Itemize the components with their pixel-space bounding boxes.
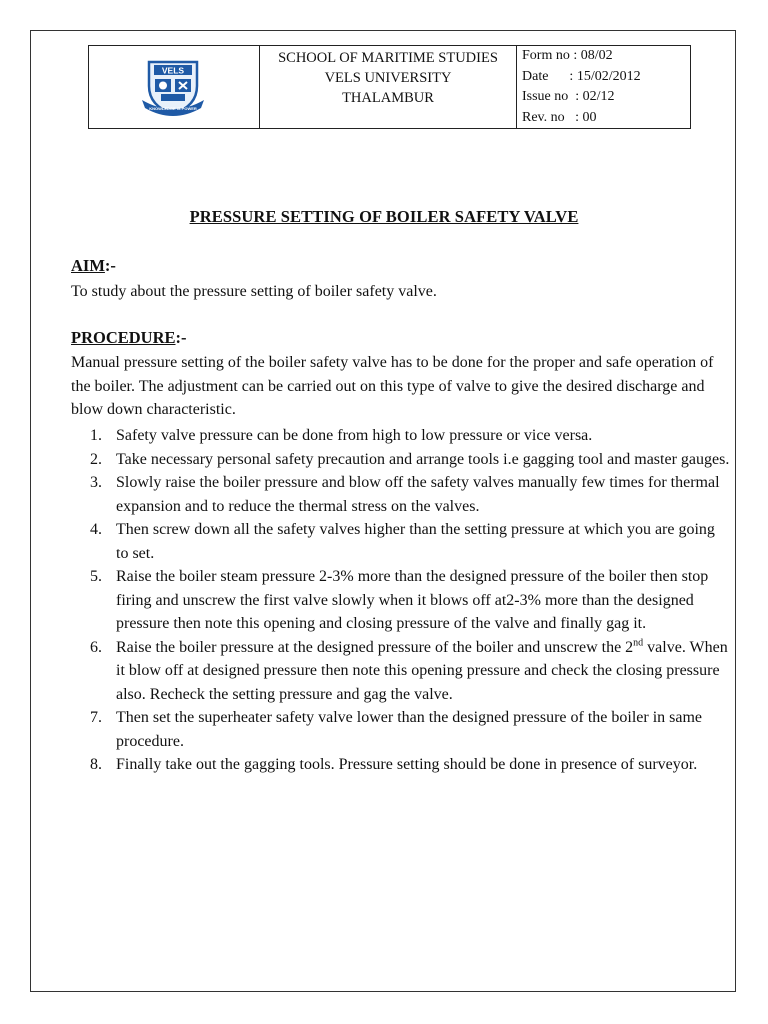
step-number: 5. xyxy=(90,568,102,585)
procedure-step xyxy=(71,753,731,777)
form-number: Form no : 08/02 xyxy=(522,48,613,63)
aim-heading-suffix: :- xyxy=(104,256,116,275)
procedure-intro: Manual pressure setting of the boiler safety valve has to be done for the proper and safe operation of the boiler. The adjustment can be carried out on this type of valve to give the desired discharge and blow down characteristic. xyxy=(71,354,714,418)
procedure-step xyxy=(71,424,731,448)
aim-text: To study about the pressure setting of boiler safety valve. xyxy=(71,283,437,300)
step-text xyxy=(116,639,728,703)
svg-text:KNOWLEDGE IS POWER: KNOWLEDGE IS POWER xyxy=(149,106,197,111)
step-number: 8. xyxy=(90,756,102,773)
step-number: 4. xyxy=(90,521,102,538)
document-meta-cell xyxy=(517,46,691,129)
step-number: 7. xyxy=(90,709,102,726)
step-text: Take necessary personal safety precaution and arrange tools i.e gagging tool and master gauges. xyxy=(116,450,730,468)
procedure-step xyxy=(71,518,731,565)
school-name-cell xyxy=(260,46,517,129)
document-title: PRESSURE SETTING OF BOILER SAFETY VALVE xyxy=(189,207,579,226)
procedure-heading-text: PROCEDURE xyxy=(71,328,176,347)
step-text: Safety valve pressure can be done from high to low pressure or vice versa. xyxy=(116,427,593,444)
step-number: 2. xyxy=(90,450,102,468)
aim-heading xyxy=(71,256,116,276)
university-name-line: VELS UNIVERSITY xyxy=(324,70,452,86)
procedure-step xyxy=(71,565,731,636)
step-text: Slowly raise the boiler pressure and blow off the safety valves manually few times for thermal expansion and to reduce the thermal stress on the valves. xyxy=(116,474,720,515)
logo-text: VELS xyxy=(161,65,185,76)
revision-number: Rev. no : 00 xyxy=(522,109,597,125)
logo-cell xyxy=(89,46,260,129)
procedure-step xyxy=(71,706,731,753)
procedure-steps xyxy=(71,424,731,777)
aim-heading-text: AIM xyxy=(71,256,105,275)
procedure-heading-suffix: :- xyxy=(175,328,187,347)
step-text-part: valve. When it blow off at designed pressure then note this opening pressure and check the closing pressure also. Recheck the setting pressure and gag the valve. xyxy=(116,638,728,703)
step-text: Raise the boiler steam pressure 2-3% more than the designed pressure of the boiler then stop firing and unscrew the first valve slowly when it blows off at2-3% more than the designed pressure then note this opening and closing pressure of the valve and finally gag it. xyxy=(116,568,709,632)
procedure-step xyxy=(71,636,731,707)
procedure-step xyxy=(71,448,731,472)
procedure-heading xyxy=(71,328,187,348)
school-name-line: SCHOOL OF MARITIME STUDIES xyxy=(278,50,498,66)
vels-university-crest-icon xyxy=(141,52,205,118)
step-text: Then screw down all the safety valves higher than the setting pressure at which you are going to set. xyxy=(116,521,715,562)
step-number: 1. xyxy=(90,427,102,444)
document-date: Date : 15/02/2012 xyxy=(522,68,641,84)
step-text-part: Raise the boiler pressure at the designed pressure of the boiler and unscrew the 2 xyxy=(116,638,634,656)
location-line: THALAMBUR xyxy=(342,90,434,106)
step-number: 6. xyxy=(90,638,102,656)
document-header xyxy=(88,45,691,129)
step-text: Then set the superheater safety valve lower than the designed pressure of the boiler in same procedure. xyxy=(116,709,703,750)
issue-number: Issue no : 02/12 xyxy=(522,89,615,104)
ordinal-superscript: nd xyxy=(633,637,644,649)
step-text: Finally take out the gagging tools. Pressure setting should be done in presence of surveyor. xyxy=(116,756,698,773)
procedure-step xyxy=(71,471,731,518)
step-number: 3. xyxy=(90,474,102,491)
